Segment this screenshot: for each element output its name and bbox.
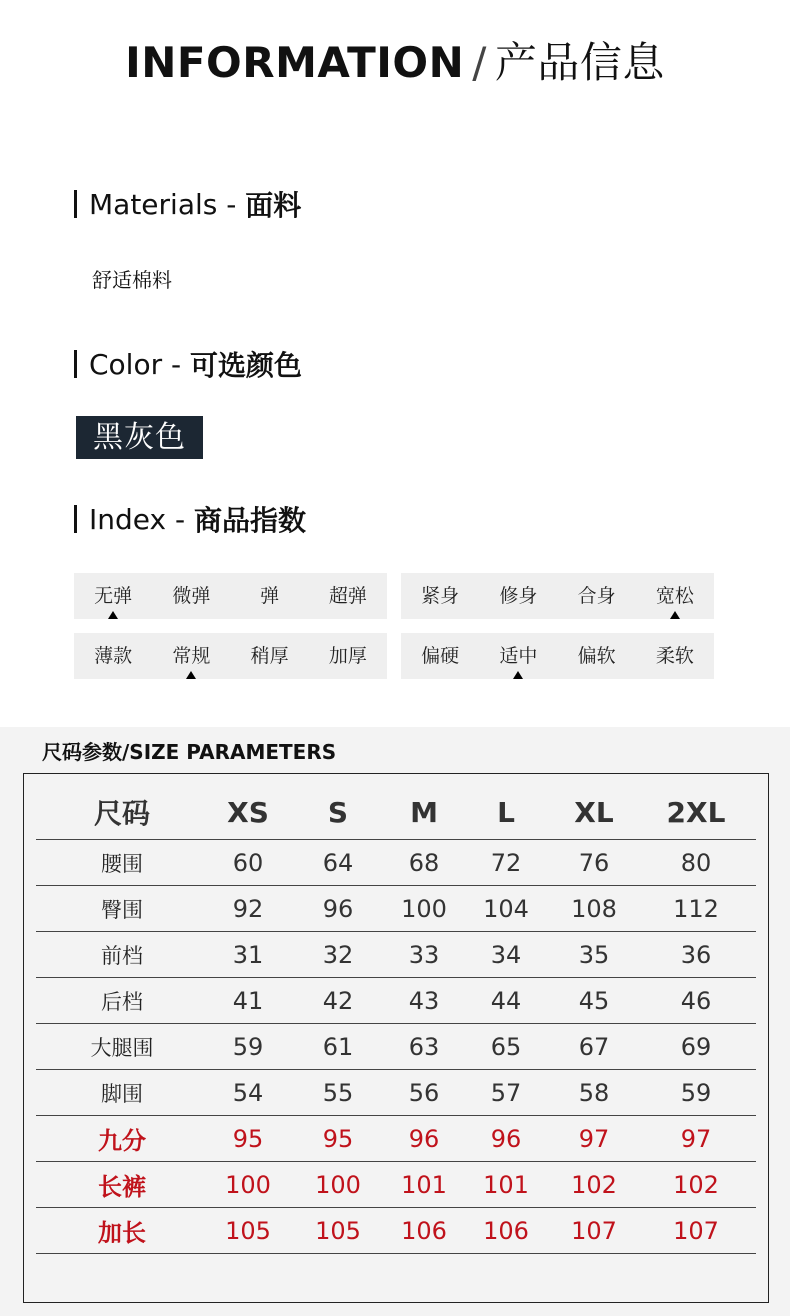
table-cell: 107 [552, 1208, 636, 1254]
table-cell: 101 [388, 1162, 460, 1208]
table-cell: 67 [552, 1024, 636, 1070]
index-option: 常规 [152, 633, 230, 679]
index-group-softness [401, 633, 714, 679]
table-cell: 55 [288, 1070, 388, 1116]
table-cell: 59 [636, 1070, 756, 1116]
index-option: 微弹 [172, 585, 211, 607]
table-cell: 35 [552, 932, 636, 978]
row-label: 加长 [36, 1208, 208, 1254]
index-group-elasticity [74, 573, 387, 619]
index-option: 偏硬 [421, 645, 460, 667]
header-cell: 2XL [636, 785, 756, 840]
title-separator: / [472, 38, 487, 87]
table-cell: 46 [636, 978, 756, 1024]
table-cell: 60 [208, 840, 288, 886]
table-cell: 96 [460, 1116, 552, 1162]
table-cell: 45 [552, 978, 636, 1024]
table-row [36, 886, 756, 932]
index-option: 合身 [577, 585, 616, 607]
row-label: 后档 [36, 978, 208, 1024]
table-cell: 32 [288, 932, 388, 978]
table-cell: 69 [636, 1024, 756, 1070]
table-cell: 57 [460, 1070, 552, 1116]
row-label: 长裤 [36, 1162, 208, 1208]
table-cell: 106 [388, 1208, 460, 1254]
color-swatch[interactable]: 黑灰色 [76, 416, 203, 459]
index-option: 宽松 [636, 573, 714, 619]
index-option: 弹 [260, 585, 280, 607]
table-header-row [36, 785, 756, 840]
index-option: 无弹 [74, 573, 152, 619]
index-option: 修身 [499, 585, 538, 607]
index-option: 偏软 [577, 645, 616, 667]
table-cell: 112 [636, 886, 756, 932]
table-cell: 107 [636, 1208, 756, 1254]
index-dash: - [175, 502, 186, 536]
index-group-fit [401, 573, 714, 619]
title-en: INFORMATION [125, 38, 465, 87]
color-heading [74, 344, 302, 384]
table-cell: 97 [552, 1116, 636, 1162]
index-heading [74, 499, 306, 539]
table-row [36, 1116, 756, 1162]
index-label-zh: 商品指数 [194, 504, 307, 537]
header-cell: L [460, 785, 552, 840]
table-cell: 100 [288, 1162, 388, 1208]
color-dash: - [171, 347, 182, 381]
header-cell: XL [552, 785, 636, 840]
table-row [36, 1024, 756, 1070]
index-option: 薄款 [94, 645, 133, 667]
table-cell: 106 [460, 1208, 552, 1254]
title-zh: 产品信息 [494, 38, 665, 87]
table-cell: 92 [208, 886, 288, 932]
index-option: 稍厚 [250, 645, 289, 667]
materials-heading [74, 184, 301, 224]
heading-bar [74, 350, 77, 378]
table-row [36, 1208, 756, 1254]
table-cell: 76 [552, 840, 636, 886]
table-cell: 100 [208, 1162, 288, 1208]
materials-label-en: Materials [89, 187, 218, 221]
table-row [36, 1070, 756, 1116]
materials-dash: - [226, 187, 237, 221]
table-cell: 95 [288, 1116, 388, 1162]
index-option: 紧身 [421, 585, 460, 607]
header-cell: S [288, 785, 388, 840]
row-label: 脚围 [36, 1070, 208, 1116]
table-cell: 97 [636, 1116, 756, 1162]
index-option: 柔软 [655, 645, 694, 667]
header-cell: M [388, 785, 460, 840]
index-option: 适中 [479, 633, 557, 679]
heading-bar [74, 505, 77, 533]
table-cell: 42 [288, 978, 388, 1024]
table-cell: 80 [636, 840, 756, 886]
index-label-en: Index [89, 502, 167, 536]
table-cell: 68 [388, 840, 460, 886]
table-cell: 96 [288, 886, 388, 932]
row-label: 九分 [36, 1116, 208, 1162]
size-table [36, 785, 756, 1254]
table-cell: 104 [460, 886, 552, 932]
table-row [36, 840, 756, 886]
table-cell: 105 [288, 1208, 388, 1254]
materials-value: 舒适棉料 [92, 268, 172, 292]
table-cell: 101 [460, 1162, 552, 1208]
size-section-label: 尺码参数/SIZE PARAMETERS [42, 740, 337, 764]
table-cell: 59 [208, 1024, 288, 1070]
table-row [36, 978, 756, 1024]
page-title [0, 30, 790, 90]
row-label: 臀围 [36, 886, 208, 932]
color-label-en: Color [89, 347, 163, 381]
table-row [36, 932, 756, 978]
table-cell: 34 [460, 932, 552, 978]
table-row [36, 1162, 756, 1208]
table-cell: 33 [388, 932, 460, 978]
table-cell: 44 [460, 978, 552, 1024]
header-cell: XS [208, 785, 288, 840]
table-cell: 31 [208, 932, 288, 978]
table-cell: 41 [208, 978, 288, 1024]
table-cell: 64 [288, 840, 388, 886]
materials-label-zh: 面料 [245, 189, 302, 222]
header-cell: 尺码 [36, 785, 208, 840]
index-group-thickness [74, 633, 387, 679]
table-cell: 102 [636, 1162, 756, 1208]
index-option: 加厚 [328, 645, 367, 667]
table-cell: 56 [388, 1070, 460, 1116]
table-cell: 102 [552, 1162, 636, 1208]
table-cell: 100 [388, 886, 460, 932]
row-label: 前档 [36, 932, 208, 978]
color-label-zh: 可选颜色 [190, 349, 303, 382]
table-cell: 54 [208, 1070, 288, 1116]
table-cell: 72 [460, 840, 552, 886]
table-cell: 105 [208, 1208, 288, 1254]
table-cell: 36 [636, 932, 756, 978]
row-label: 腰围 [36, 840, 208, 886]
table-cell: 95 [208, 1116, 288, 1162]
table-cell: 43 [388, 978, 460, 1024]
table-cell: 61 [288, 1024, 388, 1070]
table-cell: 96 [388, 1116, 460, 1162]
table-cell: 65 [460, 1024, 552, 1070]
row-label: 大腿围 [36, 1024, 208, 1070]
table-cell: 108 [552, 886, 636, 932]
heading-bar [74, 190, 77, 218]
table-cell: 63 [388, 1024, 460, 1070]
index-option: 超弹 [328, 585, 367, 607]
table-cell: 58 [552, 1070, 636, 1116]
